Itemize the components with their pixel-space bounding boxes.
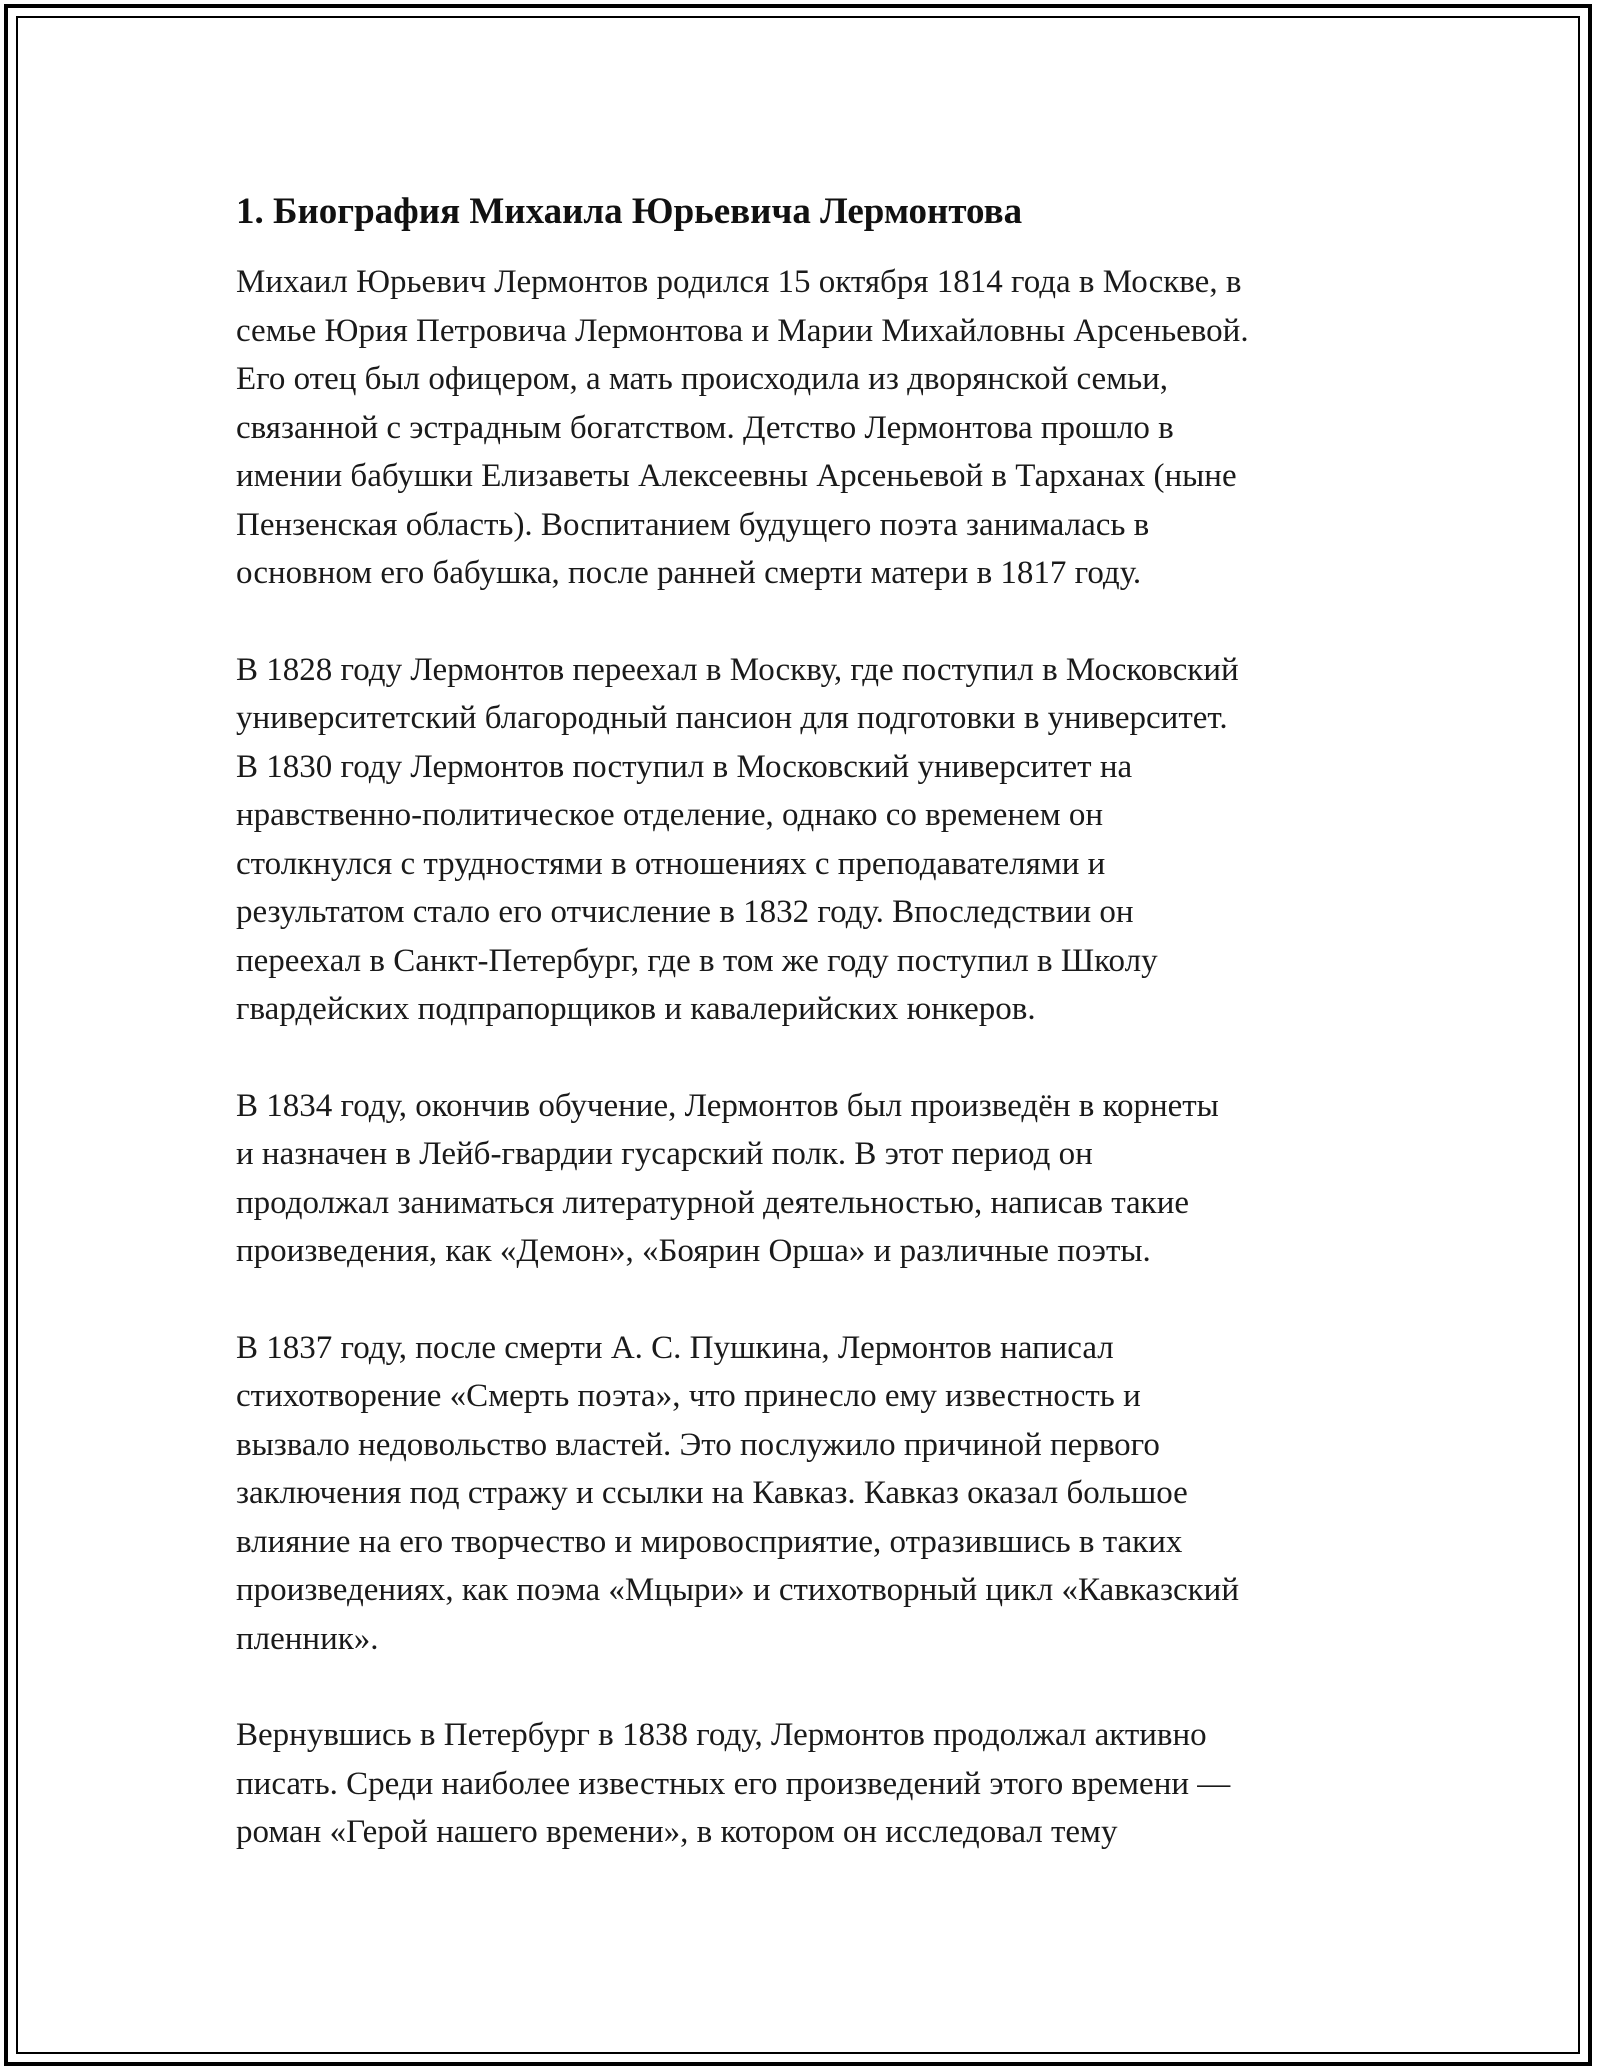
text-line: гвардейских подпрапорщиков и кавалерийских юнкеров. [236, 991, 1036, 1027]
text-line: произведениях, как поэма «Мцыри» и стихотворный цикл «Кавказский [236, 1572, 1239, 1608]
text-line: пленник». [236, 1620, 379, 1657]
text-line: основном его бабушка, после ранней смерти матери в 1817 году. [236, 555, 1142, 591]
text-line: Пензенская область). Воспитанием будущего поэта занималась в [236, 506, 1150, 543]
paragraph-education [236, 646, 1376, 1034]
text-line: результатом стало его отчисление в 1832 году. Впоследствии он [236, 894, 1134, 930]
text-line: В 1834 году, окончив обучение, Лермонтов был произведён в корнеты [236, 1087, 1219, 1124]
text-line: продолжал заниматься литературной деятельностью, написав такие [236, 1184, 1190, 1221]
text-line: роман «Герой нашего времени», в котором он исследовал тему [236, 1814, 1118, 1850]
paragraph-return-petersburg [236, 1711, 1376, 1857]
paragraph-exile-caucasus [236, 1324, 1376, 1664]
text-line: столкнулся с трудностями в отношениях с преподавателями и [236, 845, 1106, 882]
text-line: произведения, как «Демон», «Боярин Орша» и различные поэты. [236, 1233, 1151, 1269]
document-body [236, 188, 1376, 1905]
paragraph-military-service [236, 1082, 1376, 1276]
text-line: влияние на его творчество и мировосприятие, отразившись в таких [236, 1523, 1183, 1560]
text-line: имении бабушки Елизаветы Алексеевны Арсеньевой в Тарханах (ныне [236, 458, 1237, 494]
text-line: стихотворение «Смерть поэта», что принесло ему известность и [236, 1378, 1141, 1414]
text-line: В 1830 году Лермонтов поступил в Московский университет на [236, 748, 1133, 785]
text-line: переехал в Санкт-Петербург, где в том же году поступил в Школу [236, 942, 1158, 979]
text-line: писать. Среди наиболее известных его произведений этого времени — [236, 1765, 1231, 1802]
text-line: нравственно-политическое отделение, однако со временем он [236, 797, 1103, 833]
text-line: Михаил Юрьевич Лермонтов родился 15 октября 1814 года в Москве, в [236, 264, 1242, 300]
text-line: связанной с эстрадным богатством. Детство Лермонтова прошло в [236, 409, 1174, 446]
text-line: вызвало недовольство властей. Это послужило причиной первого [236, 1426, 1160, 1463]
paragraph-birth-childhood [236, 258, 1376, 598]
text-line: и назначен в Лейб-гвардии гусарский полк. В этот период он [236, 1136, 1093, 1172]
text-line: В 1828 году Лермонтов переехал в Москву, где поступил в Московский [236, 651, 1239, 688]
text-line: университетский благородный пансион для подготовки в университет. [236, 700, 1228, 736]
text-line: Вернувшись в Петербург в 1838 году, Лермонтов продолжал активно [236, 1717, 1207, 1753]
section-heading: 1. Биография Михаила Юрьевича Лермонтова [236, 191, 1023, 232]
text-line: В 1837 году, после смерти А. С. Пушкина, Лермонтов написал [236, 1329, 1114, 1366]
text-line: Его отец был офицером, а мать происходила из дворянской семьи, [236, 361, 1169, 397]
text-line: заключения под стражу и ссылки на Кавказ. Кавказ оказал большое [236, 1475, 1188, 1511]
text-line: семье Юрия Петровича Лермонтова и Марии Михайловны Арсеньевой. [236, 312, 1249, 349]
